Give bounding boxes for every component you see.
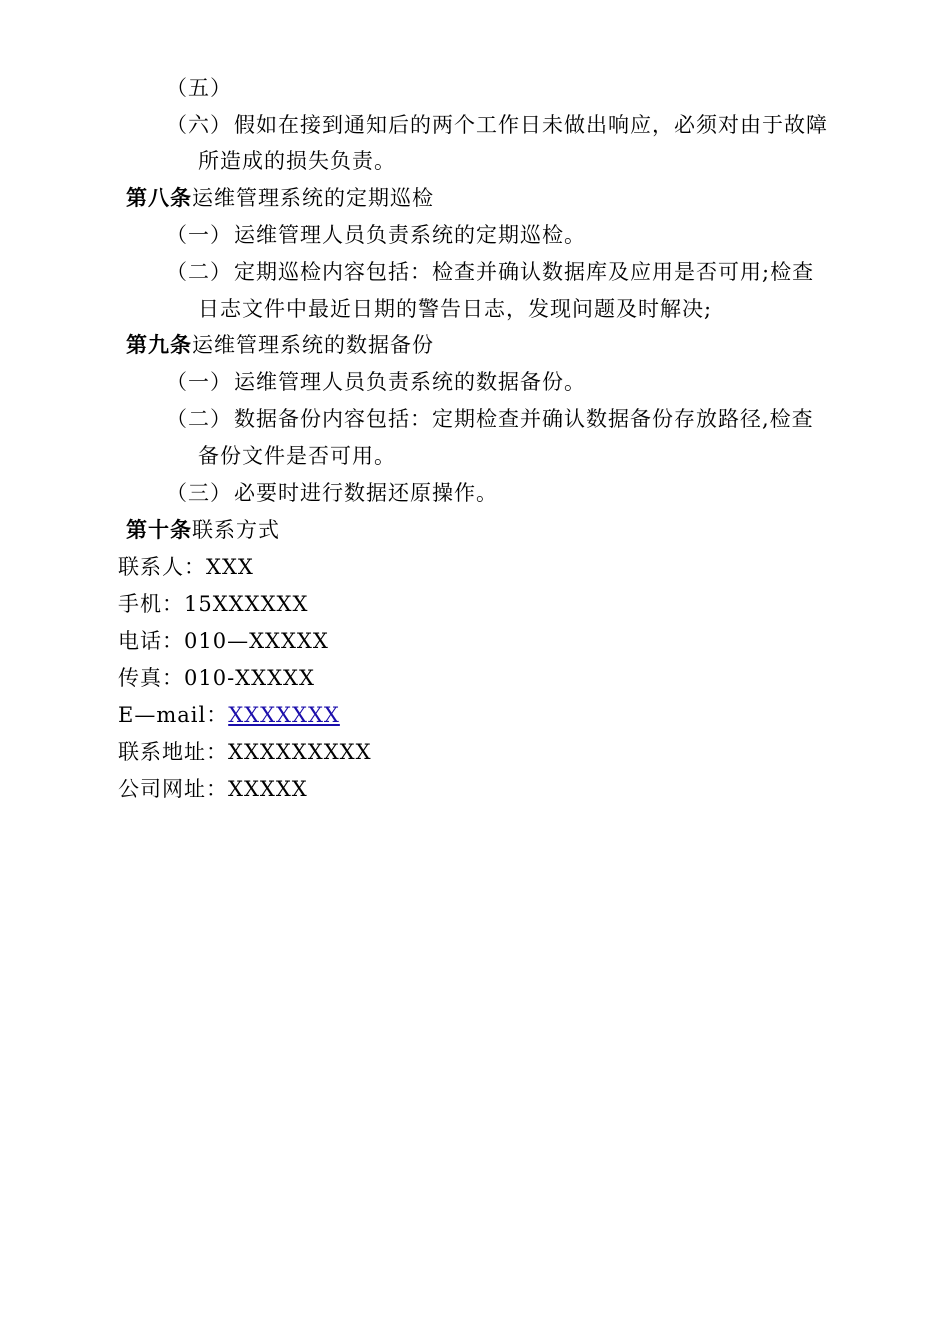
article-9-item-1 [166,368,586,396]
item-text: 必要时进行数据还原操作。 [234,481,498,505]
contact-phone [118,627,329,655]
contact-email [118,701,340,729]
contact-mobile-label: 手机： [118,592,184,616]
contact-address-value: XXXXXXXXX [228,740,372,764]
article-title: 运维管理系统的定期巡检 [192,186,434,210]
article-9-item-2-continuation: 备份文件是否可用。 [198,444,396,468]
contact-website-value: XXXXX [228,777,308,801]
article-9-item-3 [166,479,498,507]
item-text: 运维管理人员负责系统的定期巡检。 [234,223,586,247]
contact-fax-value: 010-XXXXX [184,666,315,690]
contact-mobile [118,590,308,618]
item-text: 运维管理人员负责系统的数据备份。 [234,370,586,394]
item-six [166,111,882,139]
contact-website [118,775,308,803]
item-number: （五） [166,76,232,100]
item-number: （六） [166,113,232,137]
item-number: （二） [166,407,232,431]
item-number: （三） [166,481,232,505]
contact-phone-label: 电话： [118,629,184,653]
contact-email-label: E—mail： [118,703,229,727]
item-number: （二） [166,260,232,284]
article-8-item-2 [166,258,814,286]
article-8-item-2-continuation: 日志文件中最近日期的警告日志，发现问题及时解决; [198,297,713,321]
article-10-heading [126,516,280,544]
contact-email-link[interactable]: XXXXXXX [228,703,340,727]
article-number: 第十条 [126,517,192,542]
article-title: 运维管理系统的数据备份 [192,333,434,357]
article-9-heading [126,331,434,359]
item-five [166,74,234,102]
contact-fax-label: 传真： [118,666,184,690]
article-number: 第九条 [126,332,192,357]
article-8-heading [126,184,434,212]
item-number: （一） [166,370,232,394]
item-number: （一） [166,223,232,247]
item-text: 数据备份内容包括：定期检查并确认数据备份存放路径,检查 [234,407,814,431]
contact-mobile-value: 15XXXXXX [184,592,309,616]
item-text: 定期巡检内容包括：检查并确认数据库及应用是否可用;检查 [234,260,815,284]
contact-person [118,553,254,581]
article-title: 联系方式 [192,518,280,542]
contact-person-label: 联系人： [118,555,206,579]
article-number: 第八条 [126,185,192,210]
contact-person-value: XXX [206,555,254,579]
item-six-continuation: 所造成的损失负责。 [198,149,396,173]
contact-address-label: 联系地址： [118,740,228,764]
item-text: 假如在接到通知后的两个工作日未做出响应，必须对由于故障 [234,113,828,137]
contact-address [118,738,372,766]
article-9-item-2 [166,405,814,433]
contact-website-label: 公司网址： [118,777,228,801]
contact-phone-value: 010—XXXXX [184,629,329,653]
article-8-item-1 [166,221,586,249]
contact-fax [118,664,315,692]
